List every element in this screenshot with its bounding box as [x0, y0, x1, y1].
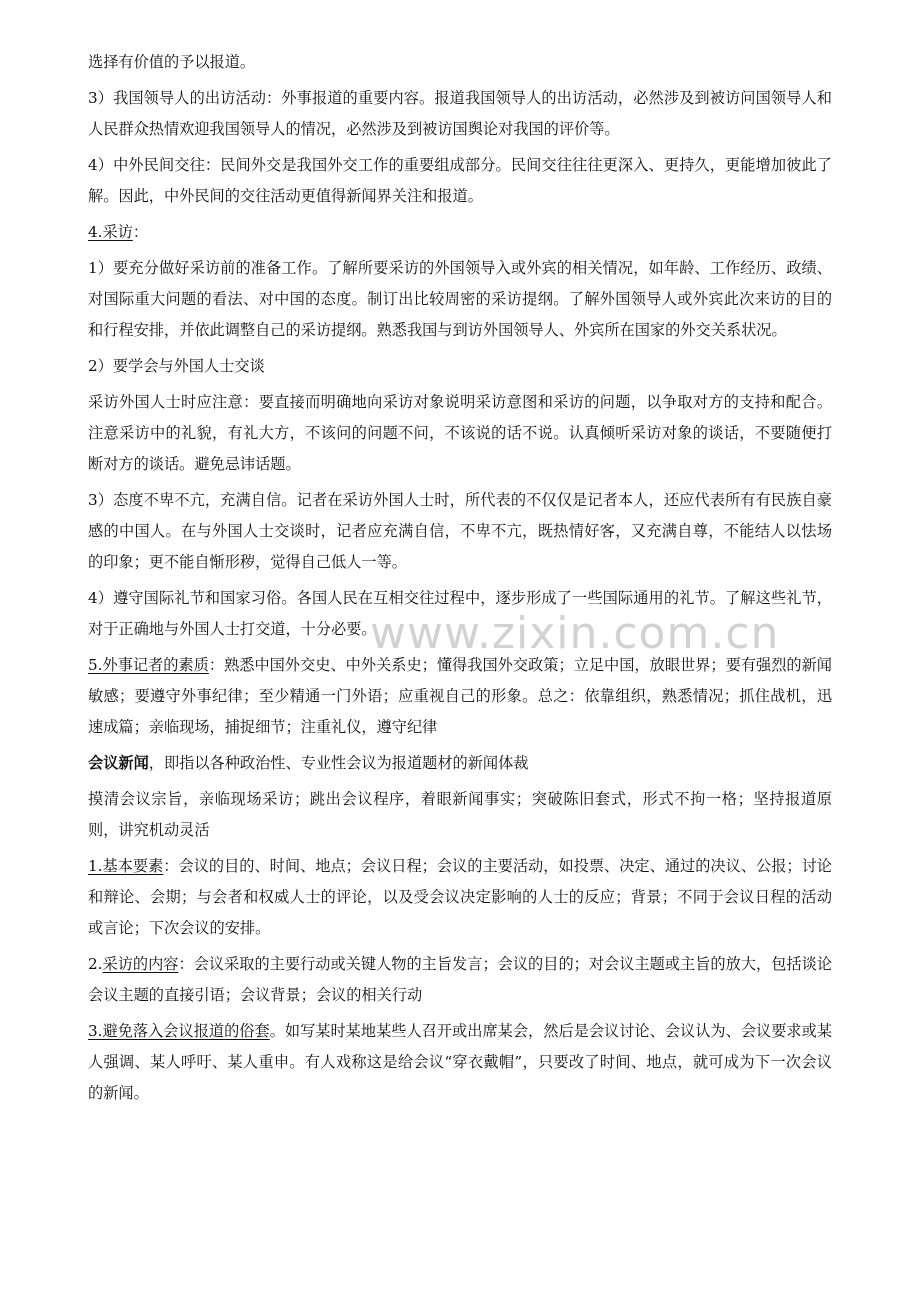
bold-term: 会议新闻 [88, 754, 149, 772]
paragraph-interview-content [88, 949, 832, 1011]
paragraph-text: 。如写某时某地某些人召开或出席某会，然后是会议讨论、会议认为、会议要求或某人强调、某人呼吁、某人重申。有人戏称这是给会议“穿衣戴帽”，只要改了时间、地点，就可成为下一次会议的新闻。 [88, 1022, 833, 1102]
paragraph-text: 采访外国人士时应注意：要直接而明确地向采访对象说明采访意图和采访的问题，以争取对方的支持和配合。注意采访中的礼貌，有礼大方，不该问的问题不问，不该说的话不说。认真倾听采访对象的谈话，不要随便打断对方的谈话。避免忌讳话题。 [88, 393, 832, 473]
paragraph-conference-news [88, 748, 832, 779]
paragraph-text: 4）遵守国际礼节和国家习俗。各国人民在互相交往过程中，逐步形成了一些国际通用的礼节。了解这些礼节，对于正确地与外国人士打交道，十分必要。 [88, 589, 832, 638]
paragraph-avoid-cliche [88, 1016, 832, 1109]
paragraph-text: 3）态度不卑不亢，充满自信。记者在采访外国人士时，所代表的不仅仅是记者本人，还应代表所有有民族自豪感的中国人。在与外国人士交谈时，记者应充满自信，不卑不亢，既热情好客，又充满自尊，不能结人以怯场的印象；更不能自惭形秽，觉得自己低人一等。 [88, 491, 832, 571]
paragraph-text: 选择有价值的予以报道。 [88, 53, 256, 71]
heading-suffix: ： [132, 223, 149, 241]
paragraph-preparation [88, 253, 832, 346]
underlined-heading: 5.外事记者的素质 [88, 656, 209, 674]
item-number: 2. [88, 955, 103, 973]
paragraph-text: 3）我国领导人的出访活动：外事报道的重要内容。报道我国领导人的出访活动，必然涉及到被访问国领导人和人民群众热情欢迎我国领导人的情况，必然涉及到被访国舆论对我国的评价等。 [88, 89, 832, 138]
paragraph-conversation-title [88, 351, 832, 382]
paragraph-text: ：熟悉中国外交史、中外关系史；懂得我国外交政策；立足中国，放眼世界；要有强烈的新闻敏感；要遵守外事纪律；至少精通一门外语；应重视自己的形象。总之：依靠组织，熟悉情况；抓住战机，迅速成篇；亲临现场，捕捉细节；注重礼仪，遵守纪律 [88, 656, 832, 736]
paragraph-leader-visits [88, 83, 832, 145]
paragraph-continuation [88, 47, 832, 78]
paragraph-text: ：会议采取的主要行动或关键人物的主旨发言；会议的目的；对会议主题或主旨的放大，包括谈论会议主题的直接引语；会议背景；会议的相关行动 [88, 955, 833, 1004]
watermark: www.zixin.com.cn [370, 608, 780, 659]
paragraph-reporter-qualities [88, 650, 832, 743]
underlined-heading: 4.采访 [88, 223, 133, 241]
paragraph-basic-elements [88, 851, 832, 944]
underlined-heading: 3.避免落入会议报道的俗套 [88, 1022, 270, 1040]
paragraph-text: 摸清会议宗旨，亲临现场采访；跳出会议程序，着眼新闻事实；突破陈旧套式，形式不拘一格；坚持报道原则，讲究机动灵活 [88, 790, 832, 839]
paragraph-text: 4）中外民间交往：民间外交是我国外交工作的重要组成部分。民间交往往往更深入、更持久，更能增加彼此了解。因此，中外民间的交往活动更值得新闻界关注和报道。 [88, 156, 832, 205]
paragraph-text: ，即指以各种政治性、专业性会议为报道题材的新闻体裁 [148, 754, 529, 772]
paragraph-text: 2）要学会与外国人士交谈 [88, 357, 265, 375]
underlined-heading: 1.基本要素 [88, 857, 164, 875]
paragraph-etiquette [88, 583, 832, 645]
paragraph-civil-exchange [88, 150, 832, 212]
document-body [88, 47, 832, 1114]
paragraph-text: ：会议的目的、时间、地点；会议日程；会议的主要活动，如投票、决定、通过的决议、公报；讨论和辩论、会期；与会者和权威人士的评论，以及受会议决定影响的人士的反应；背景；不同于会议日程的活动或言论；下次会议的安排。 [88, 857, 832, 937]
paragraph-attitude [88, 485, 832, 578]
paragraph-conference-principles [88, 784, 832, 846]
paragraph-text: 1）要充分做好采访前的准备工作。了解所要采访的外国领导入或外宾的相关情况，如年龄、工作经历、政绩、对国际重大问题的看法、对中国的态度。制订出比较周密的采访提纲。了解外国领导人或外宾此次来访的目的和行程安排，并依此调整自己的采访提纲。熟悉我国与到访外国领导人、外宾所在国家的外交关系状况。 [88, 259, 832, 339]
underlined-heading: 采访的内容 [102, 955, 179, 973]
section-heading-interview [88, 217, 832, 248]
paragraph-conversation-notes [88, 387, 832, 480]
